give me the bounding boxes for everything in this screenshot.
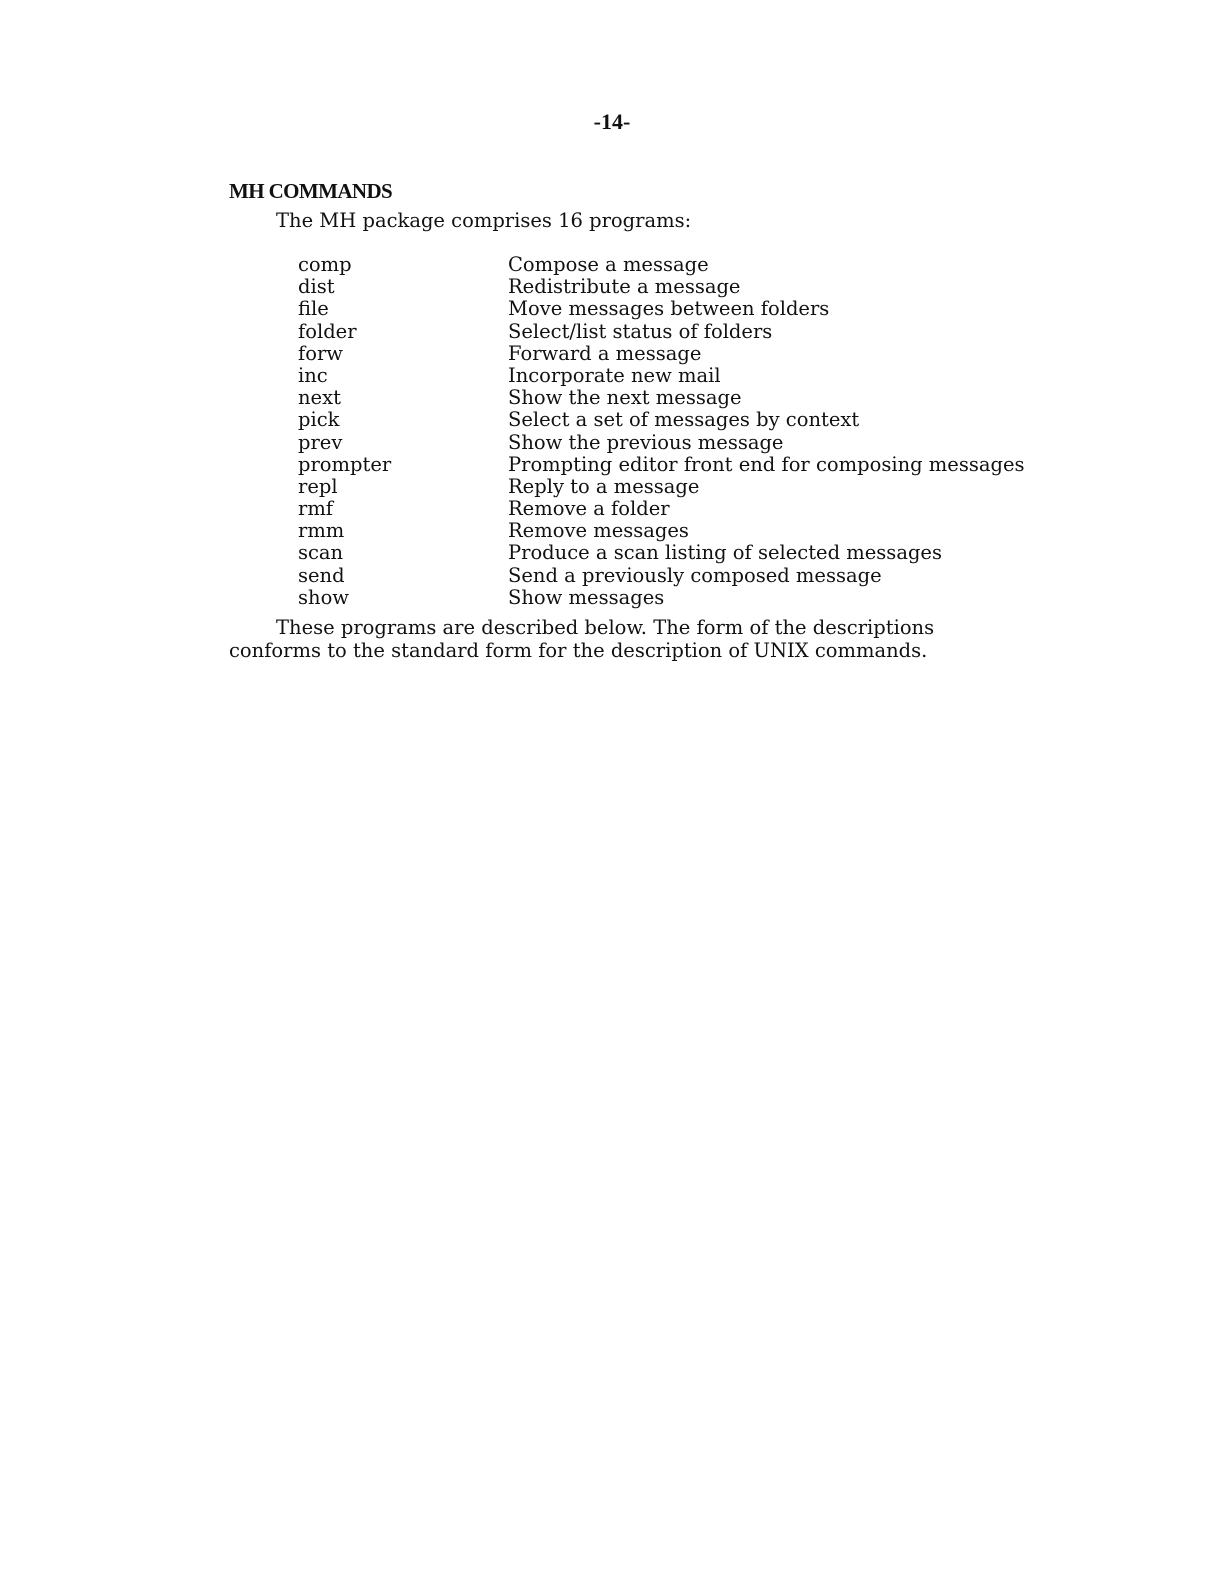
command-description: Show messages	[508, 585, 665, 609]
command-name: rmm	[298, 519, 345, 543]
page-number: -14-	[593, 109, 631, 134]
command-description: Prompting editor front end for composing messages	[508, 452, 1025, 476]
command-description: Show the previous message	[508, 430, 784, 454]
command-name: inc	[298, 363, 328, 387]
command-description: Remove a folder	[508, 497, 670, 521]
closing-line-1: These programs are described below. The form of the descriptions	[276, 616, 935, 639]
command-name: send	[298, 563, 345, 587]
command-description: Reply to a message	[508, 474, 700, 498]
intro-paragraph: The MH package comprises 16 programs:	[276, 209, 692, 232]
command-description: Incorporate new mail	[508, 363, 721, 387]
command-description: Forward a message	[508, 341, 702, 365]
command-name: forw	[298, 341, 343, 365]
closing-paragraph	[229, 617, 989, 662]
command-description: Move messages between folders	[508, 297, 830, 321]
command-description: Select a set of messages by context	[508, 408, 860, 432]
command-description: Compose a message	[508, 253, 709, 276]
command-name: scan	[298, 541, 344, 565]
command-description: Remove messages	[508, 519, 689, 543]
command-description: Show the next message	[508, 386, 742, 410]
command-name: dist	[298, 275, 335, 299]
command-name: folder	[298, 319, 357, 343]
command-description: Select/list status of folders	[508, 319, 773, 343]
command-name: file	[298, 297, 329, 321]
command-name: repl	[298, 474, 338, 498]
closing-line-2: conforms to the standard form for the description of UNIX commands.	[229, 638, 928, 662]
section-title: MH COMMANDS	[229, 179, 393, 203]
command-description: Redistribute a message	[508, 275, 741, 299]
command-name: pick	[298, 408, 340, 432]
command-name: next	[298, 386, 341, 410]
command-description: Produce a scan listing of selected messages	[508, 541, 942, 565]
command-name: prompter	[298, 452, 392, 476]
command-name: prev	[298, 430, 343, 454]
command-name: comp	[298, 253, 352, 276]
command-name: rmf	[298, 497, 334, 521]
command-name: show	[298, 585, 349, 609]
command-description: Send a previously composed message	[508, 563, 882, 587]
